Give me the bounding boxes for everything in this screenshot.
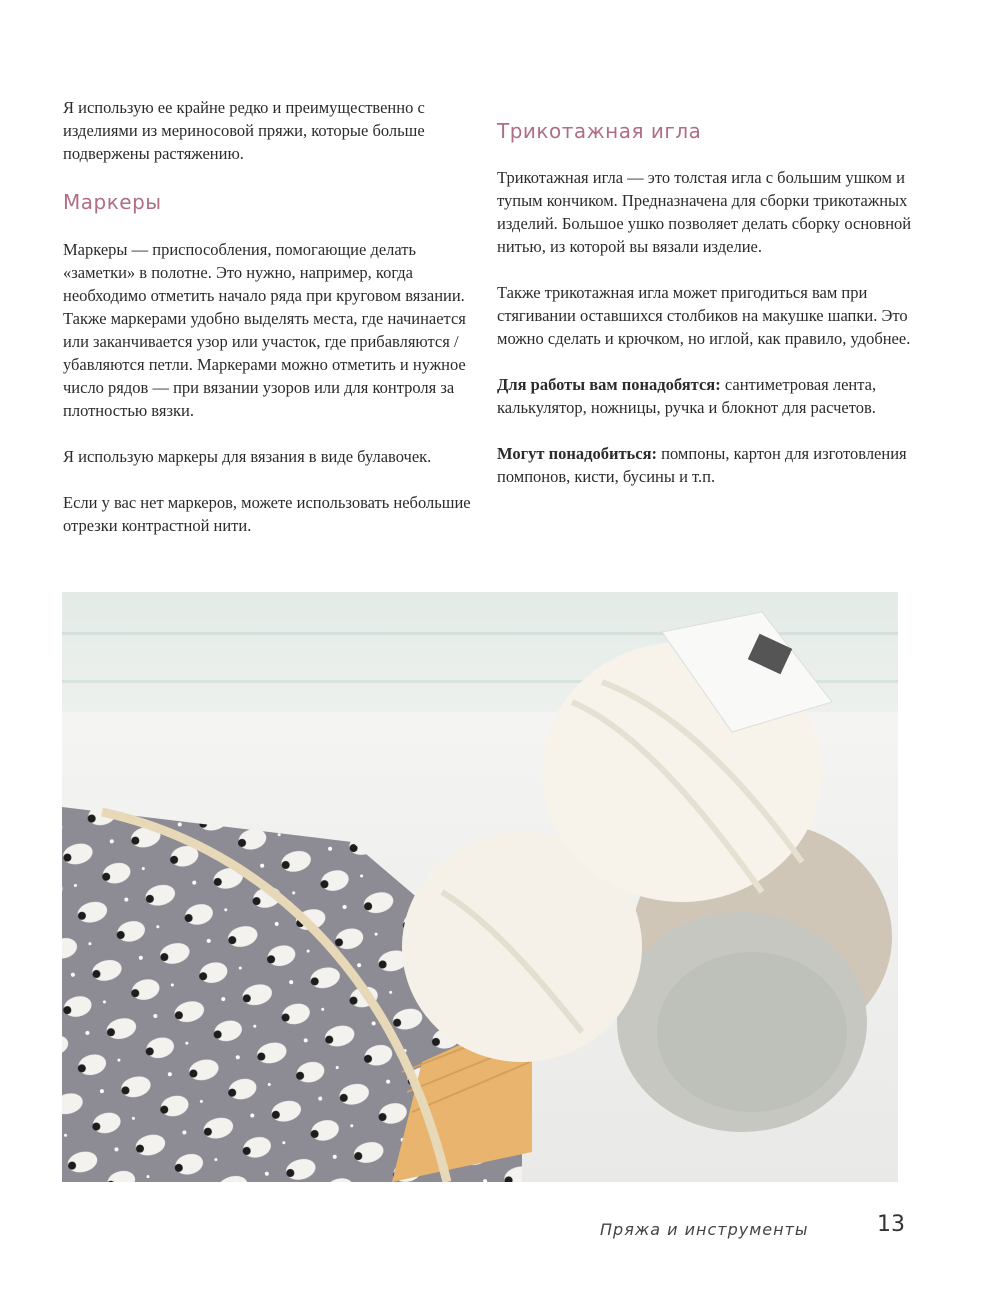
markers-heading: Маркеры [63,190,162,214]
needle-paragraph-1: Трикотажная игла — это толстая игла с большим ушком и тупым кончиком. Предназначена для сборки трикотажных изделий. Большое ушко позволяет делать сборку основной нитью, из которой вы вязали изделие. [497,168,912,256]
page-number: 13 [877,1212,905,1237]
yarn-notebook-photo [62,592,898,1182]
right-column [497,96,917,511]
needed-text: сантиметровая лента, калькулятор, ножницы, ручка и блокнот для расчетов. [497,375,877,417]
needle-paragraph-2: Также трикотажная игла может пригодиться вам при стягивании оставшихся столбиков на макушке шапки. Это можно сделать и крючком, но иглой, как правило, удобнее. [497,283,911,348]
needed-label: Для работы вам понадобятся: [497,375,721,394]
maybe-text: помпоны, картон для изготовления помпонов, кисти, бусины и т.п. [497,444,907,486]
intro-paragraph: Я использую ее крайне редко и преимущественно с изделиями из мериносовой пряжи, которые больше подвержены растяжению. [63,98,425,163]
left-column [63,96,483,560]
needle-heading: Трикотажная игла [497,119,702,143]
markers-paragraph-1: Маркеры — приспособления, помогающие делать «заметки» в полотне. Это нужно, например, когда необходимо отметить начало ряда при круговом вязании. Также маркерами удобно выделять места, где начинается или заканчивается узор или участок, где прибавляются / убавляются петли. Маркерами можно отметить и нужное число рядов — при вязании узоров или для контроля за плотностью вязки. [63,240,466,420]
markers-paragraph-2: Я использую маркеры для вязания в виде булавочек. [63,447,432,466]
footer-chapter-title: Пряжа и инструменты [600,1220,809,1239]
maybe-paragraph [497,442,917,488]
needed-paragraph [497,373,917,419]
photo-illustration [62,592,898,1182]
maybe-label: Могут понадобиться: [497,444,658,463]
markers-paragraph-3: Если у вас нет маркеров, можете использовать небольшие отрезки контрастной нити. [63,493,471,535]
